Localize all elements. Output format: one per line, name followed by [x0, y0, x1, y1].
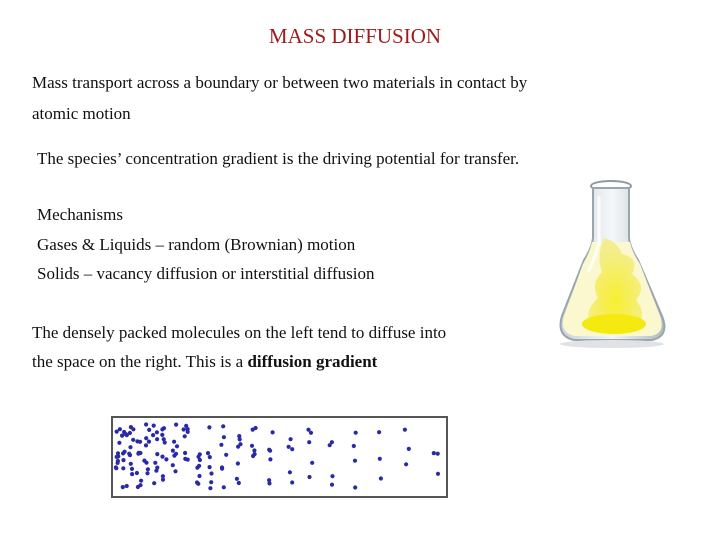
molecule-dot [208, 486, 212, 490]
molecule-dot [224, 453, 228, 457]
molecule-dot [238, 437, 242, 441]
molecule-dot [155, 437, 159, 441]
molecule-dot [236, 445, 240, 449]
molecule-dot [144, 436, 148, 440]
flask-shadow [560, 340, 664, 348]
molecule-dot [116, 459, 120, 463]
molecule-dot [222, 485, 226, 489]
molecule-dot [164, 457, 168, 461]
molecule-dot [116, 451, 120, 455]
gradient-line-2 [32, 352, 377, 372]
molecule-dot [219, 443, 223, 447]
molecule-dot [118, 427, 122, 431]
molecule-dot [287, 445, 291, 449]
molecule-dot [125, 484, 129, 488]
molecule-dot [139, 479, 143, 483]
molecule-dot [172, 440, 176, 444]
gradient-line-2-prefix: the space on the right. This is a [32, 352, 248, 371]
molecule-dot [144, 422, 148, 426]
molecule-dot [162, 426, 166, 430]
molecule-dot [152, 424, 156, 428]
molecule-dot [161, 474, 165, 478]
yellow-dye-base [582, 314, 646, 334]
molecule-dot [114, 466, 118, 470]
molecule-dot [162, 437, 166, 441]
molecule-dot [353, 459, 357, 463]
molecule-dot [129, 462, 133, 466]
molecule-dot [209, 480, 213, 484]
molecule-dot [121, 466, 125, 470]
molecule-dot [330, 440, 334, 444]
molecule-dot [208, 465, 212, 469]
molecule-dot [436, 452, 440, 456]
molecule-dot [290, 480, 294, 484]
molecule-dot [307, 475, 311, 479]
molecule-dot [171, 463, 175, 467]
molecule-dot [309, 431, 313, 435]
molecule-dot [197, 474, 201, 478]
molecule-dot [197, 464, 201, 468]
molecule-dot [207, 425, 211, 429]
gradient-line-1: The densely packed molecules on the left tend to diffuse into [32, 323, 447, 342]
molecule-dot [135, 471, 139, 475]
molecule-dot [195, 480, 199, 484]
molecule-dot [173, 469, 177, 473]
molecule-dot [145, 471, 149, 475]
mechanism-gases-liquids: Gases & Liquids – random (Brownian) motion [37, 235, 356, 254]
molecule-dot [183, 451, 187, 455]
molecule-dot [147, 440, 151, 444]
molecule-dot [174, 423, 178, 427]
molecule-dot [155, 466, 159, 470]
molecule-dot [268, 457, 272, 461]
molecule-dot [209, 471, 213, 475]
molecule-dot [290, 447, 294, 451]
molecule-dot [271, 430, 275, 434]
molecule-dot [352, 444, 356, 448]
molecule-dot [330, 474, 334, 478]
molecule-dot [222, 435, 226, 439]
molecule-dot [237, 481, 241, 485]
molecule-dot [184, 424, 188, 428]
molecule-dot [174, 452, 178, 456]
molecule-dot [175, 444, 179, 448]
molecule-dot [186, 430, 190, 434]
molecule-dot [220, 467, 224, 471]
molecule-dot [171, 449, 175, 453]
molecule-dot [208, 455, 212, 459]
molecule-dot [160, 455, 164, 459]
molecule-dot [307, 440, 311, 444]
definition-line-1: Mass transport across a boundary or between two materials in contact by [32, 73, 528, 92]
diffusion-gradient-term: diffusion gradient [247, 352, 378, 371]
molecule-dot [407, 447, 411, 451]
molecule-dot [267, 478, 271, 482]
molecule-dot [253, 452, 257, 456]
molecule-dot [136, 452, 140, 456]
molecule-dot [155, 430, 159, 434]
driving-potential-text: The species’ concentration gradient is the driving potential for transfer. [37, 149, 520, 168]
molecule-dot [330, 483, 334, 487]
molecule-dot [353, 485, 357, 489]
molecule-dot [155, 452, 159, 456]
molecule-dot [289, 437, 293, 441]
molecule-dot [129, 425, 133, 429]
molecule-dot [130, 467, 134, 471]
molecule-dot [250, 444, 254, 448]
molecule-dot [354, 431, 358, 435]
molecule-dot [147, 428, 151, 432]
molecule-dot [146, 467, 150, 471]
slide-title: MASS DIFFUSION [268, 24, 442, 48]
diffusion-dots [113, 418, 446, 496]
molecule-dot [152, 481, 156, 485]
molecule-dot [288, 470, 292, 474]
molecule-dot [160, 433, 164, 437]
molecule-dot [117, 441, 121, 445]
molecule-dot [236, 461, 240, 465]
mechanism-solids: Solids – vacancy diffusion or interstitial diffusion [37, 264, 375, 283]
mechanisms-heading: Mechanisms [37, 205, 123, 224]
molecule-dot [379, 476, 383, 480]
molecule-dot [198, 458, 202, 462]
molecule-dot [404, 462, 408, 466]
molecule-dot [183, 457, 187, 461]
molecule-dot [153, 461, 157, 465]
molecule-dot [131, 438, 135, 442]
molecule-dot [310, 461, 314, 465]
molecule-dot [182, 427, 186, 431]
flask-svg [552, 176, 682, 356]
molecule-dot [267, 448, 271, 452]
definition-line-2: atomic motion [32, 104, 131, 123]
molecule-dot [436, 472, 440, 476]
molecule-dot [138, 440, 142, 444]
erlenmeyer-flask-image [552, 176, 682, 356]
molecule-dot [254, 426, 258, 430]
molecule-dot [128, 431, 132, 435]
molecule-dot [377, 430, 381, 434]
molecule-dot [128, 445, 132, 449]
molecule-dot [115, 455, 119, 459]
molecule-dot [138, 483, 142, 487]
molecule-dot [252, 448, 256, 452]
molecule-dot [121, 458, 125, 462]
diffusion-gradient-diagram [111, 416, 448, 498]
molecule-dot [183, 434, 187, 438]
molecule-dot [235, 477, 239, 481]
molecule-dot [120, 434, 124, 438]
molecule-dot [144, 443, 148, 447]
molecule-dot [124, 432, 128, 436]
molecule-dot [151, 433, 155, 437]
molecule-dot [378, 457, 382, 461]
molecule-dot [432, 451, 436, 455]
molecule-dot [130, 472, 134, 476]
molecule-dot [144, 461, 148, 465]
molecule-dot [121, 451, 125, 455]
molecule-dot [403, 428, 407, 432]
molecule-dot [206, 451, 210, 455]
molecule-dot [221, 424, 225, 428]
molecule-dot [121, 485, 125, 489]
molecule-dot [127, 452, 131, 456]
